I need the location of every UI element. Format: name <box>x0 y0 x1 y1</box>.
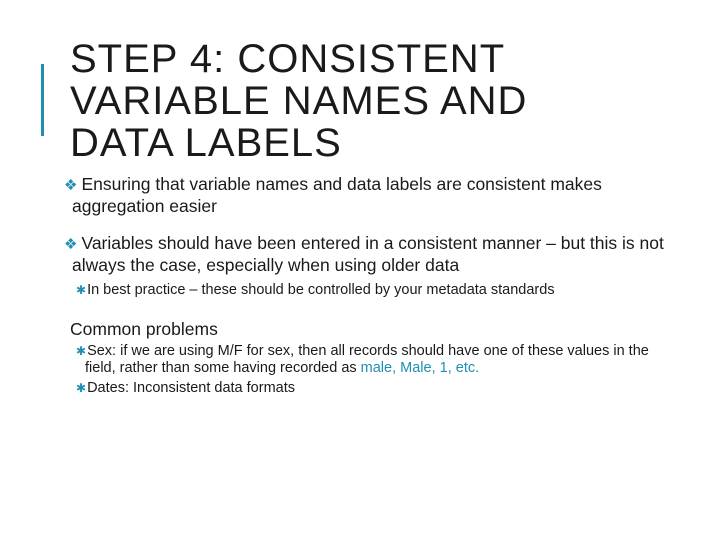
sub-bullet-text: Dates: Inconsistent data formats <box>87 380 295 396</box>
highlighted-values: male, Male, 1, etc. <box>360 360 480 376</box>
sub-bullet-best-practice <box>76 282 664 299</box>
bullet-text: Variables should have been entered in a consistent manner – but this is not always the case, especially when using older data <box>72 233 664 275</box>
title-accent-bar <box>41 64 44 136</box>
bullet-text: Ensuring that variable names and data labels are consistent makes aggregation easier <box>72 174 602 216</box>
slide-body <box>64 174 664 397</box>
slide-title-line-1: STEP 4: CONSISTENT <box>70 37 506 81</box>
asterisk-bullet-icon: ✱ <box>76 381 87 395</box>
common-problems-heading: Common problems <box>70 319 218 339</box>
diamond-bullet-icon: ❖ <box>64 236 78 253</box>
bullet-variables-entry <box>64 233 664 276</box>
slide-title-line-2: VARIABLE NAMES AND <box>70 79 528 123</box>
slide-title-line-3: DATA LABELS <box>70 121 342 165</box>
slide-title <box>70 38 690 164</box>
asterisk-bullet-icon: ✱ <box>76 283 87 297</box>
bullet-consistency <box>64 174 664 217</box>
sub-bullet-dates <box>76 380 664 397</box>
sub-bullet-text: Sex: if we are using M/F for sex, then all records should have one of these values in the field, rather than some having recorded as <box>85 343 649 376</box>
sub-bullet-sex <box>76 343 664 377</box>
sub-bullet-text: In best practice – these should be controlled by your metadata standards <box>87 282 555 298</box>
diamond-bullet-icon: ❖ <box>64 177 78 194</box>
asterisk-bullet-icon: ✱ <box>76 344 87 358</box>
